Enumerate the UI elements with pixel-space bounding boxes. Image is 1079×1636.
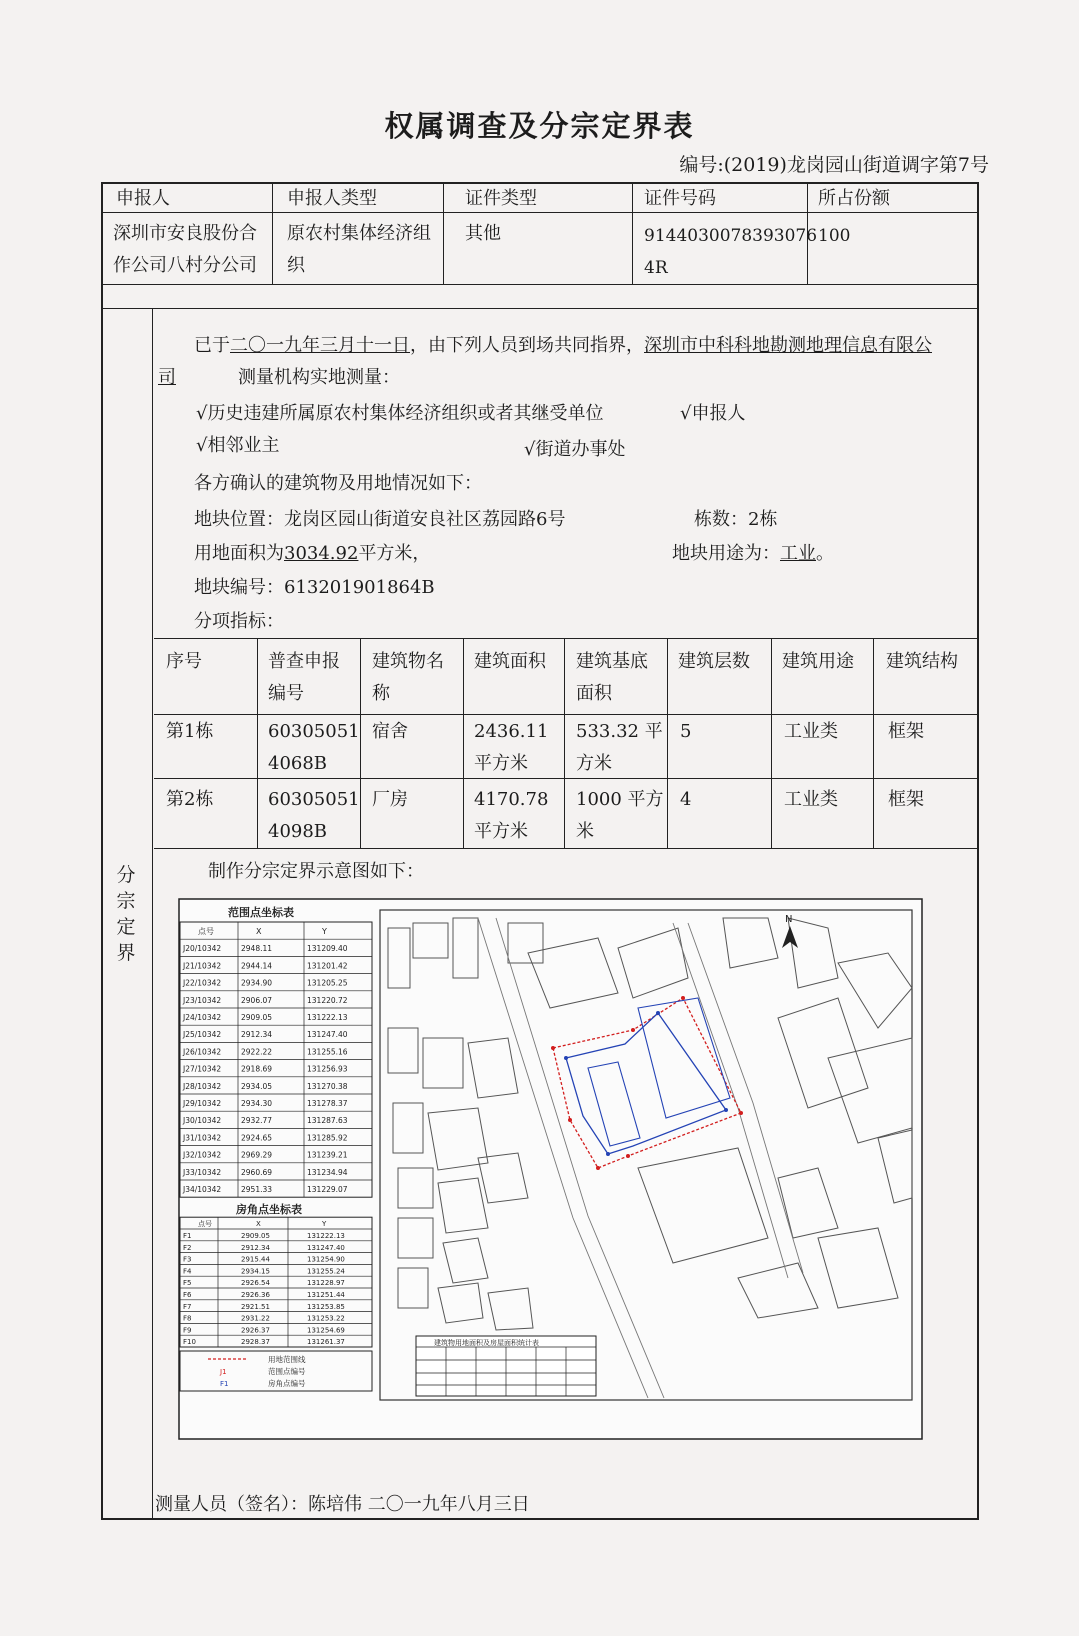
col-floor-area: 建筑面积 <box>474 651 546 672</box>
corner-cell: 2931.22 <box>241 1314 270 1323</box>
range-cell: J27/10342 <box>183 1064 222 1074</box>
corner-cell: 131261.37 <box>307 1338 345 1347</box>
divider <box>564 638 565 848</box>
boundary-vertex <box>564 1056 568 1060</box>
row2-code: 60305051 4098B <box>268 789 360 842</box>
corner-cell: 131228.97 <box>307 1279 345 1288</box>
applicant-type-line1: 原农村集体经济组 <box>287 223 431 244</box>
row1-floors: 5 <box>680 721 692 742</box>
corner-col-header: X <box>256 1220 261 1229</box>
attendee-neighbors: √相邻业主 <box>196 435 280 456</box>
row1-name: 宿舍 <box>372 721 408 742</box>
range-cell: 2951.33 <box>241 1185 273 1194</box>
range-cell: J31/10342 <box>183 1133 222 1143</box>
range-cell: 2924.65 <box>241 1133 273 1143</box>
survey-intro-cont: 司 测量机构实地测量： <box>158 367 400 388</box>
boundary-vertex <box>724 1108 728 1112</box>
corner-cell: F8 <box>183 1314 192 1323</box>
range-cell: 2932.77 <box>241 1116 273 1126</box>
range-cell: 2934.90 <box>241 978 273 988</box>
legend-item: 用地范围线 <box>268 1355 306 1364</box>
header-id-type: 证件类型 <box>465 188 537 209</box>
boundary-vertex <box>606 1152 610 1156</box>
range-cell: J26/10342 <box>183 1047 222 1057</box>
range-cell: 131270.38 <box>307 1081 348 1091</box>
share-value: 100 <box>818 226 851 246</box>
corner-cell: 131247.40 <box>307 1243 345 1252</box>
range-cell: 131239.21 <box>307 1150 348 1160</box>
col-structure: 建筑结构 <box>886 651 958 672</box>
corner-cell: F10 <box>183 1338 196 1347</box>
corner-cell: 131222.13 <box>307 1232 345 1240</box>
area-stats-table <box>416 1336 596 1396</box>
divider <box>152 308 153 1520</box>
header-id-number: 证件号码 <box>644 188 716 209</box>
attendee-collective: √历史违建所属原农村集体经济组织或者其继受单位 <box>196 403 604 424</box>
range-cell: J29/10342 <box>183 1099 222 1108</box>
row1-code: 60305051 4068B <box>268 721 360 774</box>
boundary-vertex <box>739 1111 743 1115</box>
divider <box>873 638 874 848</box>
range-cell: J23/10342 <box>183 995 222 1005</box>
area-table-title: 建筑物用地面积及房屋面积统计表 <box>434 1339 539 1347</box>
attendee-street-office: √街道办事处 <box>524 439 626 460</box>
range-cell: 2948.11 <box>241 944 273 954</box>
corner-cell: F7 <box>183 1302 192 1311</box>
applicant-name-line1: 深圳市安良股份合 <box>113 223 257 244</box>
range-cell: 131247.40 <box>307 1030 348 1040</box>
divider <box>154 714 979 715</box>
document-number: 编号:(2019)龙岗园山街道调字第7号 <box>679 154 989 176</box>
legend-item: 房角点编号 <box>268 1379 306 1388</box>
corner-table-title: 房角点坐标表 <box>236 1203 302 1217</box>
range-cell: 2934.30 <box>241 1099 273 1108</box>
row2-base-area: 1000 平方 米 <box>576 789 664 842</box>
range-cell: 2944.14 <box>241 961 273 971</box>
corner-col-header: Y <box>322 1220 327 1229</box>
divider <box>154 848 979 849</box>
range-cell: J25/10342 <box>183 1030 222 1040</box>
col-base-area: 建筑基底 面积 <box>576 651 648 704</box>
divider <box>463 638 464 848</box>
divider <box>632 182 633 284</box>
corner-cell: 131253.22 <box>307 1314 345 1323</box>
id-number-line1: 9144030078393076 <box>644 226 818 246</box>
survey-intro: 已于二〇一九年三月十一日，由下列人员到场共同指界，深圳市中科科地勘测地理信息有限公 <box>194 335 932 356</box>
col-floors: 建筑层数 <box>678 651 750 672</box>
range-cell: 131201.42 <box>307 961 348 971</box>
range-cell: 2918.69 <box>241 1064 273 1074</box>
range-cell: 131229.07 <box>307 1185 348 1194</box>
range-col-header: X <box>256 927 262 936</box>
legend-symbol: F1 <box>220 1380 229 1388</box>
range-cell: 2922.22 <box>241 1047 273 1057</box>
corner-cell: F3 <box>183 1255 192 1264</box>
corner-cell: 2928.37 <box>241 1338 270 1347</box>
range-cell: 131256.93 <box>307 1064 348 1074</box>
row2-seq: 第2栋 <box>166 789 214 810</box>
corner-cell: 2912.34 <box>241 1243 270 1252</box>
row2-use: 工业类 <box>784 789 838 810</box>
range-cell: J22/10342 <box>183 978 222 988</box>
row1-area: 2436.11 平方米 <box>474 721 549 774</box>
divider <box>272 182 273 284</box>
parcel-number: 地块编号：613201901864B <box>194 577 435 598</box>
row2-structure: 框架 <box>888 789 924 810</box>
divider <box>443 182 444 284</box>
corner-cell: 2915.44 <box>241 1255 270 1264</box>
range-col-header: Y <box>322 927 327 936</box>
range-cell: 2969.29 <box>241 1150 273 1160</box>
corner-col-header: 点号 <box>198 1220 212 1229</box>
range-cell: J21/10342 <box>183 961 222 971</box>
confirm-text: 各方确认的建筑物及用地情况如下： <box>194 473 482 494</box>
corner-cell: 131254.90 <box>307 1255 345 1264</box>
divider <box>667 638 668 848</box>
boundary-vertex <box>656 1011 660 1015</box>
boundary-vertex <box>596 1166 600 1170</box>
applicant-name-line2: 作公司八村分公司 <box>113 255 257 276</box>
range-cell: 2960.69 <box>241 1167 273 1177</box>
range-cell: J20/10342 <box>183 944 222 954</box>
range-cell: J32/10342 <box>183 1150 222 1160</box>
corner-cell: F2 <box>183 1243 192 1252</box>
applicant-type-line2: 织 <box>287 255 305 276</box>
boundary-diagram <box>178 898 923 1440</box>
header-applicant: 申报人 <box>116 188 170 209</box>
range-cell: J33/10342 <box>183 1167 222 1177</box>
corner-cell: 131251.44 <box>307 1291 345 1299</box>
corner-cell: 2909.05 <box>241 1232 270 1240</box>
row1-use: 工业类 <box>784 721 838 742</box>
corner-cell: 2934.15 <box>241 1267 270 1276</box>
corner-cell: 2926.36 <box>241 1291 270 1299</box>
row2-area: 4170.78 平方米 <box>474 789 549 842</box>
range-cell: 2912.34 <box>241 1030 273 1040</box>
section-label: 分 宗 定 界 <box>116 864 136 964</box>
corner-cell: F4 <box>183 1267 192 1276</box>
range-table-title: 范围点坐标表 <box>228 906 294 919</box>
row2-name: 厂房 <box>372 789 408 810</box>
id-number-line2: 4R <box>644 258 668 278</box>
divider <box>771 638 772 848</box>
corner-cell: 131255.24 <box>307 1267 345 1276</box>
legend-item: 范围点编号 <box>268 1367 306 1376</box>
boundary-vertex <box>626 1154 630 1158</box>
boundary-vertex <box>631 1028 635 1032</box>
divider <box>101 308 979 309</box>
attendee-applicant: √申报人 <box>680 403 746 424</box>
corner-cell: F6 <box>183 1291 192 1299</box>
col-seq: 序号 <box>166 651 202 672</box>
range-cell: 131220.72 <box>307 995 348 1005</box>
row1-seq: 第1栋 <box>166 721 214 742</box>
corner-cell: F5 <box>183 1279 192 1288</box>
row1-base-area: 533.32 平 方米 <box>576 721 663 774</box>
items-label: 分项指标： <box>194 611 284 632</box>
range-cell: 131255.16 <box>307 1047 348 1057</box>
building-count: 栋数：2栋 <box>694 509 778 530</box>
corner-cell: F1 <box>183 1232 192 1240</box>
row2-floors: 4 <box>680 789 692 810</box>
boundary-map-svg <box>178 898 923 1440</box>
boundary-vertex <box>568 1118 572 1122</box>
range-cell: 131209.40 <box>307 944 348 954</box>
range-cell: 131205.25 <box>307 978 348 988</box>
range-cell: 131285.92 <box>307 1133 348 1143</box>
header-applicant-type: 申报人类型 <box>287 188 377 209</box>
corner-cell: 2921.51 <box>241 1302 270 1311</box>
boundary-vertex <box>681 996 685 1000</box>
corner-cell: 131254.69 <box>307 1326 345 1335</box>
col-building-name: 建筑物名 称 <box>372 651 444 704</box>
range-cell: 131287.63 <box>307 1116 348 1126</box>
land-use: 地块用途为：工业。 <box>672 543 834 564</box>
header-share: 所占份额 <box>818 188 890 209</box>
range-cell: 131234.94 <box>307 1167 348 1177</box>
divider <box>257 638 258 848</box>
range-cell: 131278.37 <box>307 1099 348 1108</box>
col-use: 建筑用途 <box>782 651 854 672</box>
range-cell: 2934.05 <box>241 1081 273 1091</box>
range-cell: 131222.13 <box>307 1013 348 1022</box>
page-title: 权属调查及分宗定界表 <box>384 109 695 143</box>
divider <box>154 638 979 639</box>
range-col-header: 点号 <box>198 927 214 936</box>
surveyor-signature: 测量人员（签名）：陈培伟 二〇一九年八月三日 <box>155 1494 530 1515</box>
range-cell: 2906.07 <box>241 995 273 1005</box>
range-cell: 2909.05 <box>241 1013 273 1022</box>
land-area: 用地面积为3034.92平方米， <box>194 543 431 564</box>
north-label: N <box>785 914 793 925</box>
range-cell: J24/10342 <box>183 1013 222 1022</box>
corner-cell: 131253.85 <box>307 1302 345 1311</box>
parcel-location: 地块位置：龙岗区园山街道安良社区荔园路6号 <box>194 509 566 530</box>
col-survey-code: 普查申报 编号 <box>268 651 340 704</box>
id-type-value: 其他 <box>465 223 501 244</box>
divider <box>101 284 979 285</box>
range-cell: J34/10342 <box>183 1185 222 1194</box>
corner-cell: 2926.37 <box>241 1326 270 1335</box>
row1-structure: 框架 <box>888 721 924 742</box>
legend-symbol: J1 <box>220 1368 227 1376</box>
range-cell: J30/10342 <box>183 1116 222 1126</box>
range-cell: J28/10342 <box>183 1081 222 1091</box>
diagram-caption: 制作分宗定界示意图如下： <box>208 861 424 882</box>
boundary-vertex <box>551 1046 555 1050</box>
divider <box>360 638 361 848</box>
corner-cell: 2926.54 <box>241 1279 270 1288</box>
corner-cell: F9 <box>183 1326 192 1335</box>
